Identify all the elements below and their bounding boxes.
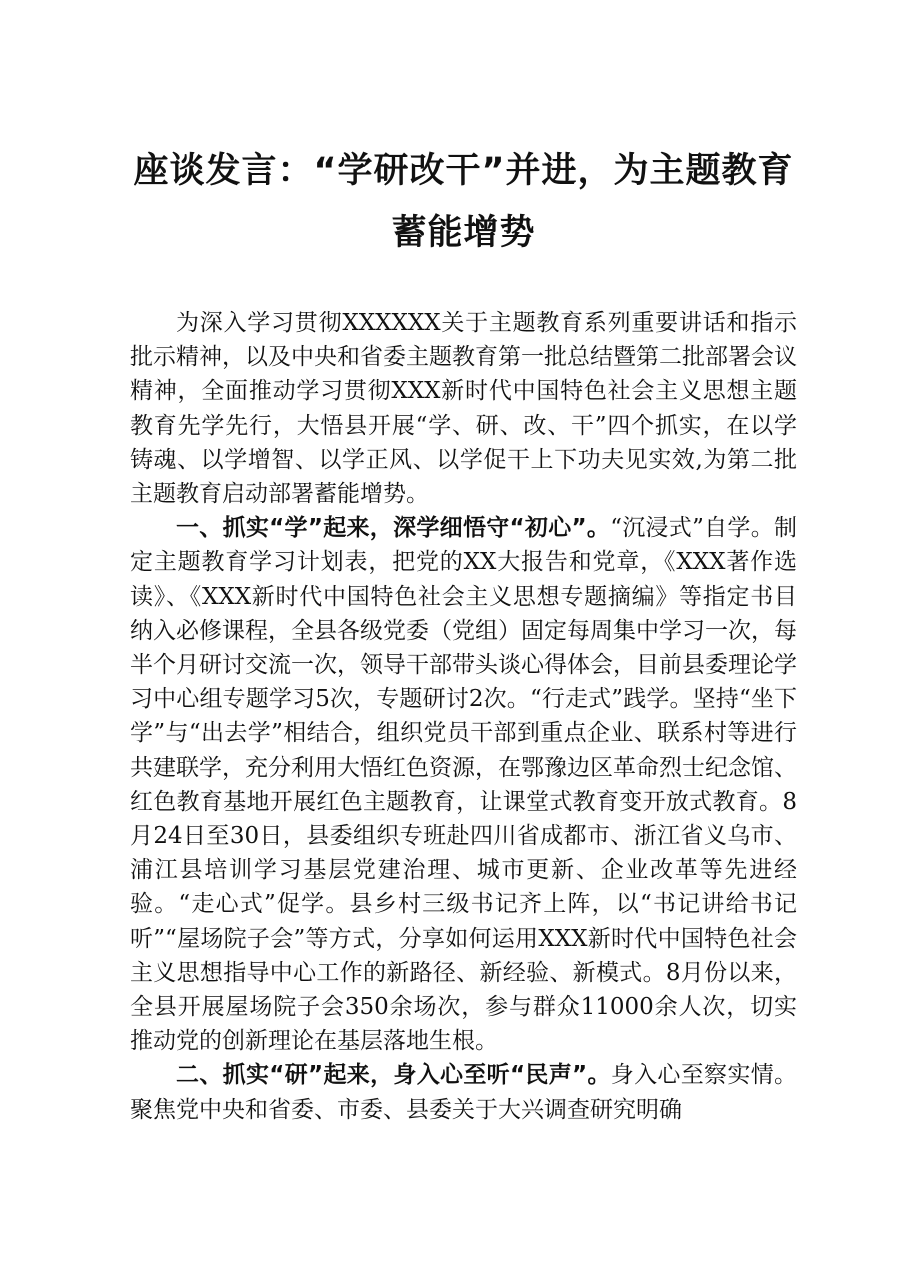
section-1-heading: 一、抓实“学”起来，深学细悟守“初心”。 — [176, 515, 611, 542]
section-1-body: “沉浸式”自学。制定主题教育学习计划表，把党的XX大报告和党章，《XXX著作选读》、《XXX新时代中国特色社会主义思想专题摘编》等指定书目纳入必修课程，全县各级党委（党组）固定每周集中学习一次，每半个月研讨交流一次，领导干部带头谈心得体会，目前县委理论学习中心组专题学习5次，专题研讨2次。“行走式”践学。坚持“坐下学”与“出去学”相结合，组织党员干部到重点企业、联系村等进行共建联学，充分利用大悟红色资源，在鄂豫边区革命烈士纪念馆、红色教育基地开展红色主题教育，让课堂式教育变开放式教育。8月24日至30日，县委组织专班赴四川省成都市、浙江省义乌市、浦江县培训学习基层党建治理、城市更新、企业改革等先进经验。“走心式”促学。县乡村三级书记齐上阵，以“书记讲给书记听”“屋场院子会”等方式，分享如何运用XXX新时代中国特色社会主义思想指导中心工作的新路径、新经验、新模式。8月份以来，全县开展屋场院子会350余场次，参与群众11000余人次，切实推动党的创新理论在基层落地生根。 — [130, 515, 797, 1055]
section-2-body: 身入心至察实情。聚焦党中央和省委、市委、县委关于大兴调查研究明确 — [130, 1062, 798, 1123]
section-2-paragraph — [130, 1058, 797, 1126]
document-body — [130, 306, 797, 1127]
document-title: 座谈发言：“学研改干”并进，为主题教育蓄能增势 — [133, 151, 794, 253]
section-2-heading: 二、抓实“研”起来，身入心至听“民声”。 — [176, 1062, 611, 1089]
section-1-paragraph — [130, 511, 797, 1058]
intro-paragraph: 为深入学习贯彻XXXXXX关于主题教育系列重要讲话和指示批示精神，以及中央和省委主题教育第一批总结暨第二批部署会议精神，全面推动学习贯彻XXX新时代中国特色社会主义思想主题教育先学先行，大悟县开展“学、研、改、干”四个抓实，在以学铸魂、以学增智、以学正风、以学促干上下功夫见实效,为第二批主题教育启动部署蓄能增势。 — [130, 310, 797, 508]
